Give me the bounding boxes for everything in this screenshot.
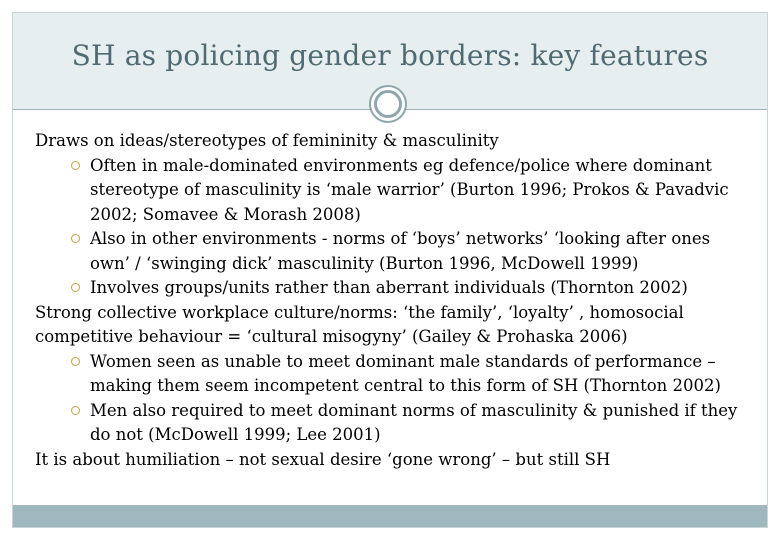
bullet-item-1: Draws on ideas/stereotypes of femininity & masculinity	[35, 131, 499, 150]
sub-bullet-item	[35, 399, 755, 448]
sub-bullet-item	[35, 154, 755, 228]
slide	[12, 12, 768, 528]
bullet-item-3: It is about humiliation – not sexual desire ‘gone wrong’ – but still SH	[35, 449, 611, 469]
slide-title: SH as policing gender borders: key features	[71, 39, 709, 72]
bullet-item-2: Strong collective workplace culture/norms: ‘the family’, ‘loyalty’ , homosocial competitive behaviour = ‘cultural misogyny’ (Gailey & Prohaska 2006)	[35, 302, 684, 346]
sub-bullet-text: Women seen as unable to meet dominant male standards of performance – making them seem incompetent central to this form of SH (Thornton 2002)	[90, 351, 721, 395]
sub-bullet-text: Men also required to meet dominant norms of masculinity & punished if they do not (McDowell 1999; Lee 2001)	[90, 400, 738, 444]
sub-bullet-item	[35, 276, 755, 301]
ring-ornament-icon	[369, 85, 407, 123]
sub-bullet-text: Often in male-dominated environments eg defence/police where dominant stereotype of masculinity is ‘male warrior’ (Burton 1996; Prokos & Pavadvic 2002; Somavee & Morash 2008)	[90, 155, 729, 224]
sub-bullet-item	[35, 227, 755, 276]
circle-bullet-icon	[71, 161, 80, 170]
bottom-bar	[13, 505, 767, 527]
sub-bullet-item	[35, 350, 755, 399]
circle-bullet-icon	[71, 234, 80, 243]
slide-content	[35, 129, 755, 472]
circle-bullet-icon	[71, 406, 80, 415]
sub-bullet-text: Also in other environments - norms of ‘boys’ networks’ ‘looking after ones own’ / ‘swinging dick’ masculinity (Burton 1996, McDowell 1999)	[90, 229, 711, 273]
sub-bullet-text: Involves groups/units rather than aberrant individuals (Thornton 2002)	[90, 278, 688, 297]
circle-bullet-icon	[71, 357, 80, 366]
circle-bullet-icon	[71, 283, 80, 292]
